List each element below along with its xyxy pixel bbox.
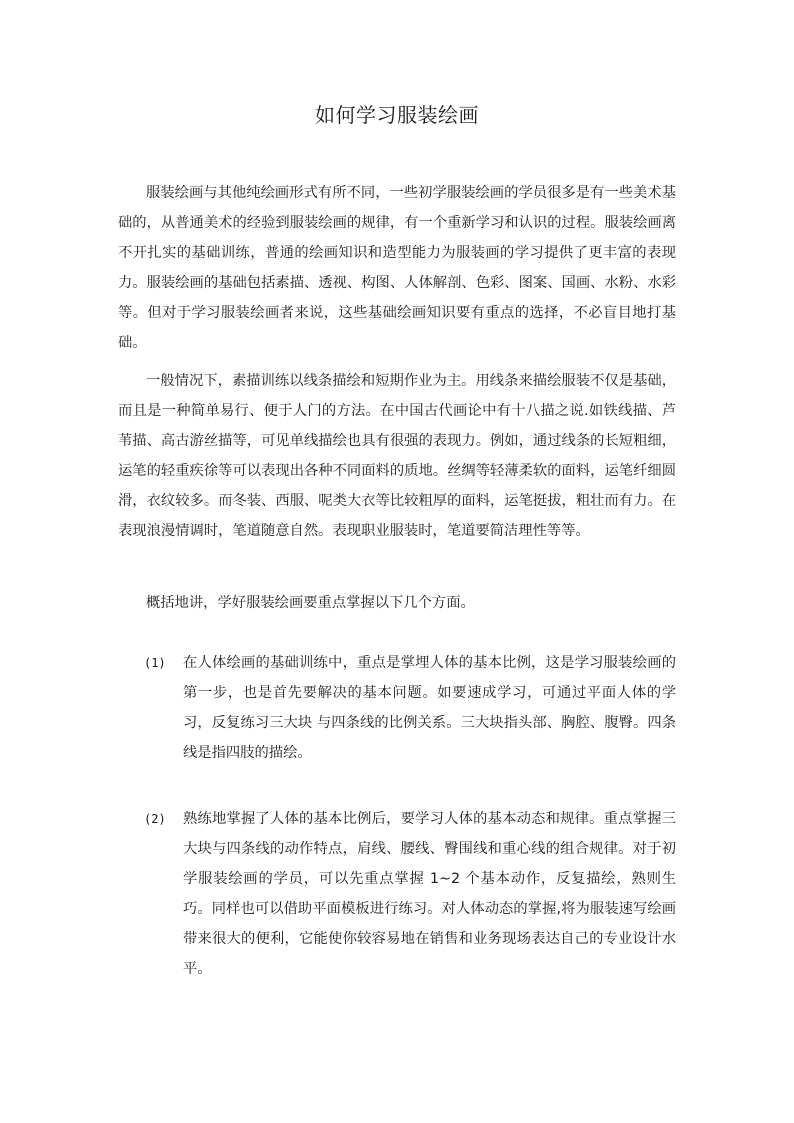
paragraph-sketch-training: 一般情况下，素描训练以线条描绘和短期作业为主。用线条来描绘服装不仅是基础，而且是一种简单易行、便于人门的方法。在中国古代画论中有十八描之说.如铁线描、芦苇描、高古游丝描等，可见单线描绘也具有很强的表现力。例如，通过线条的长短粗细，运笔的轻重疾徐等可以表现出各种不同面料的质地。丝绸等轻薄柔软的面料，运笔纤细圆滑，衣纹较多。而冬装、西服、呢类大衣等比较粗厚的面料，运笔挺拔，粗壮而有力。在表现浪漫情调时，笔道随意自然。表现职业服装时，笔道要简洁理性等等。	[118, 373, 676, 539]
list-item-number: (1)	[144, 656, 166, 670]
paragraph-intro: 服装绘画与其他纯绘画形式有所不同，一些初学服装绘画的学员很多是有一些美术基础的，从普通美术的经验到服装绘画的规律，有一个重新学习和认识的过程。服装绘画离不开扎实的基础训练，普通的绘画知识和造型能力为服装画的学习提供了更丰富的表现力。服装绘画的基础包括素描、透视、构图、人体解剖、色彩、图案、国画、水粉、水彩等。但对于学习服装绘画者来说，这些基础绘画知识要有重点的选择，不必盲目地打基础。	[118, 185, 676, 351]
list-item-number: (2)	[144, 812, 166, 826]
paragraph-summary: 概括地讲，学好服装绘画要重点掌握以下几个方面。	[146, 595, 475, 611]
list-item-text: 在人体绘画的基础训练中，重点是掌埋人体的基本比例，这是学习服装绘画的第一步，也是首先要解决的基本问题。如要速成学习，可通过平面人体的学习，反复练习三大块 与四条线的比例关系。三大块指头部、胸腔、腹臀。四条线是指四肢的描绘。	[183, 655, 676, 761]
list-item-text: 熟练地掌握了人体的基本比例后，要学习人体的基本动态和规律。重点掌握三大块与四条线的动作特点，肩线、腰线、臀围线和重心线的组合规律。对于初学服装绘画的学员，可以先重点掌握 1~2 个基本动作，反复描绘，熟则生巧。同样也可以借助平面模板进行练习。对人体动态的掌握,将为服装速写绘画带来很大的便利，它能使你较容易地在销售和业务现场表达自己的专业设计水平。	[183, 811, 676, 977]
page-title: 如何学习服装绘画	[315, 103, 479, 127]
